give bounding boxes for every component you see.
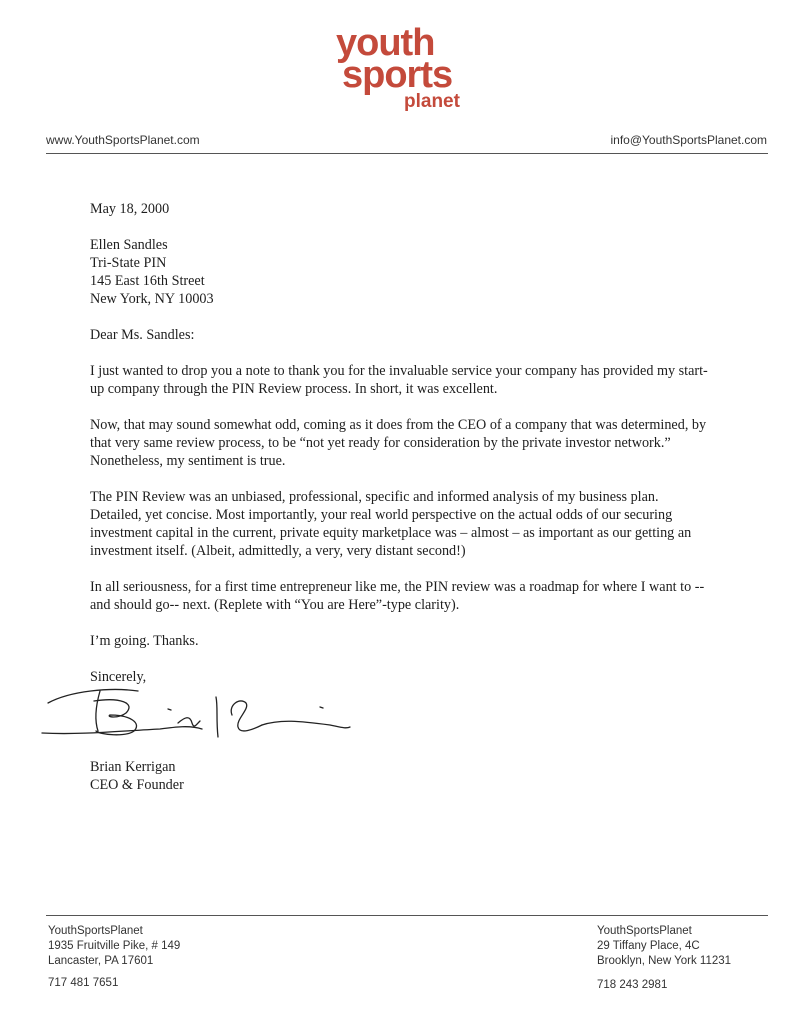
footer-left-phone: 717 481 7651 bbox=[48, 977, 119, 989]
paragraph-1: I just wanted to drop you a note to thank you for the invaluable service your company has provided my start-up company through the PIN Review process. In short, it was excellent. bbox=[90, 363, 708, 397]
paragraph-5: I’m going. Thanks. bbox=[90, 633, 199, 649]
company-logo bbox=[336, 24, 496, 116]
logo-word-planet: planet bbox=[404, 91, 460, 112]
paragraph-3: The PIN Review was an unbiased, professional, specific and informed analysis of my business plan. Detailed, yet concise. Most importantly, your real world perspective on the actual odds of our securing investment capital in the current, private equity marketplace was – almost – as important as our getting an investment itself. (Albeit, admittedly, a very, very distant second!) bbox=[90, 489, 692, 559]
paragraph-4: In all seriousness, for a first time entrepreneur like me, the PIN review was a roadmap for where I want to --and should go-- next. (Replete with “You are Here”-type clarity). bbox=[90, 579, 705, 613]
recipient-company: Tri-State PIN bbox=[90, 255, 167, 271]
handwritten-signature bbox=[40, 685, 360, 745]
signer-name: Brian Kerrigan bbox=[90, 759, 176, 775]
paragraph-2: Now, that may sound somewhat odd, coming as it does from the CEO of a company that was determined, by that very same review process, to be “not yet ready for consideration by the private investor network.” Nonetheless, my sentiment is true. bbox=[90, 417, 707, 469]
header-email: info@YouthSportsPlanet.com bbox=[610, 133, 767, 147]
recipient-address bbox=[90, 236, 710, 308]
logo-word-youth: youth bbox=[336, 22, 435, 64]
header-rule bbox=[46, 153, 768, 154]
recipient-street: 145 East 16th Street bbox=[90, 273, 205, 289]
recipient-city: New York, NY 10003 bbox=[90, 291, 214, 307]
footer-left-street: 1935 Fruitville Pike, # 149 bbox=[48, 940, 181, 952]
logo-word-sports: sports bbox=[342, 54, 453, 96]
footer-right-company: YouthSportsPlanet bbox=[597, 925, 692, 937]
footer-left-address bbox=[48, 924, 180, 969]
recipient-name: Ellen Sandles bbox=[90, 237, 168, 253]
footer-right-address bbox=[597, 924, 731, 969]
closing: Sincerely, bbox=[90, 669, 147, 685]
footer-rule bbox=[46, 915, 768, 916]
header-website: www.YouthSportsPlanet.com bbox=[46, 133, 200, 147]
footer-right-street: 29 Tiffany Place, 4C bbox=[597, 940, 700, 952]
footer-right-phone: 718 243 2981 bbox=[597, 979, 668, 991]
footer-right-city: Brooklyn, New York 11231 bbox=[597, 955, 732, 967]
footer-left-company: YouthSportsPlanet bbox=[48, 925, 143, 937]
signer-title: CEO & Founder bbox=[90, 777, 184, 793]
signer-block bbox=[90, 758, 710, 794]
salutation: Dear Ms. Sandles: bbox=[90, 327, 195, 343]
letter-date: May 18, 2000 bbox=[90, 201, 170, 217]
footer-left-city: Lancaster, PA 17601 bbox=[48, 955, 154, 967]
